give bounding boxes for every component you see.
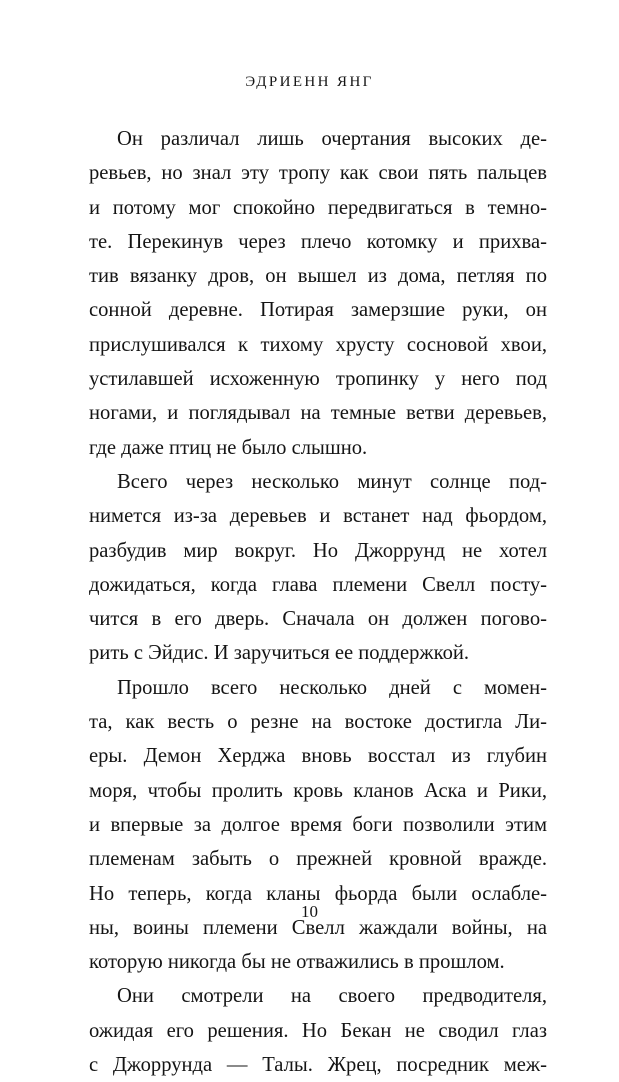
text-line: еры. Демон Херджа вновь восстал из глубин: [89, 745, 547, 768]
text-line: Но теперь, когда кланы фьорда были ослабле-: [89, 882, 547, 905]
text-line: чится в его дверь. Сначала он должен поговo-: [89, 608, 547, 631]
text-line: Они смотрели на своего предводителя,: [117, 985, 547, 1008]
text-line: Всего через несколько минут солнце под-: [117, 470, 547, 493]
text-line: дожидаться, когда глава племени Свелл посту-: [89, 573, 547, 596]
text-line: та, как весть о резне на востоке достигла Ли-: [89, 711, 547, 734]
text-line: устилавшей исхоженную тропинку у него под: [89, 368, 547, 391]
text-line: племенам забыть о прежней кровной вражде.: [89, 848, 547, 871]
text-line: и потому мог спокойно передвигаться в темно-: [89, 196, 547, 219]
text-line: нимется из-за деревьев и встанет над фьордом,: [89, 505, 547, 528]
text-line: Прошло всего несколько дней с момен-: [117, 676, 547, 699]
text-line: ногами, и поглядывал на темные ветви деревьев,: [89, 402, 547, 425]
text-line: прислушивался к тихому хрусту сосновой хвои,: [89, 333, 547, 356]
body-text: [89, 122, 547, 1082]
text-line: где даже птиц не было слышно.: [89, 436, 368, 459]
text-line: с Джоррунда — Талы. Жрец, посредник меж-: [89, 1054, 547, 1077]
running-head: ЭДРИЕНН ЯНГ: [245, 74, 374, 90]
text-line: тив вязанку дров, он вышел из дома, петляя по: [89, 265, 547, 288]
text-line: моря, чтобы пролить кровь кланов Аска и Рики,: [89, 779, 547, 802]
page-number: 10: [301, 902, 318, 921]
text-line: Он различал лишь очертания высоких де-: [117, 128, 547, 150]
text-line: которую никогда бы не отважились в прошлом.: [89, 951, 505, 974]
text-line: ожидая его решения. Но Бекан не сводил глаз: [89, 1019, 547, 1042]
text-line: разбудив мир вокруг. Но Джоррунд не хотел: [89, 539, 547, 562]
text-line: рить с Эйдис. И заручиться ее поддержкой.: [89, 642, 470, 665]
text-line: те. Перекинув через плечо котомку и прихва-: [89, 230, 547, 253]
text-line: и впервые за долгое время боги позволили этим: [89, 813, 547, 836]
text-line: сонной деревне. Потирая замерзшие руки, он: [89, 299, 547, 322]
text-line: ревьев, но знал эту тропу как свои пять пальцев: [89, 162, 547, 185]
text-line: ны, воины племени Свелл жаждали войны, на: [89, 916, 547, 939]
